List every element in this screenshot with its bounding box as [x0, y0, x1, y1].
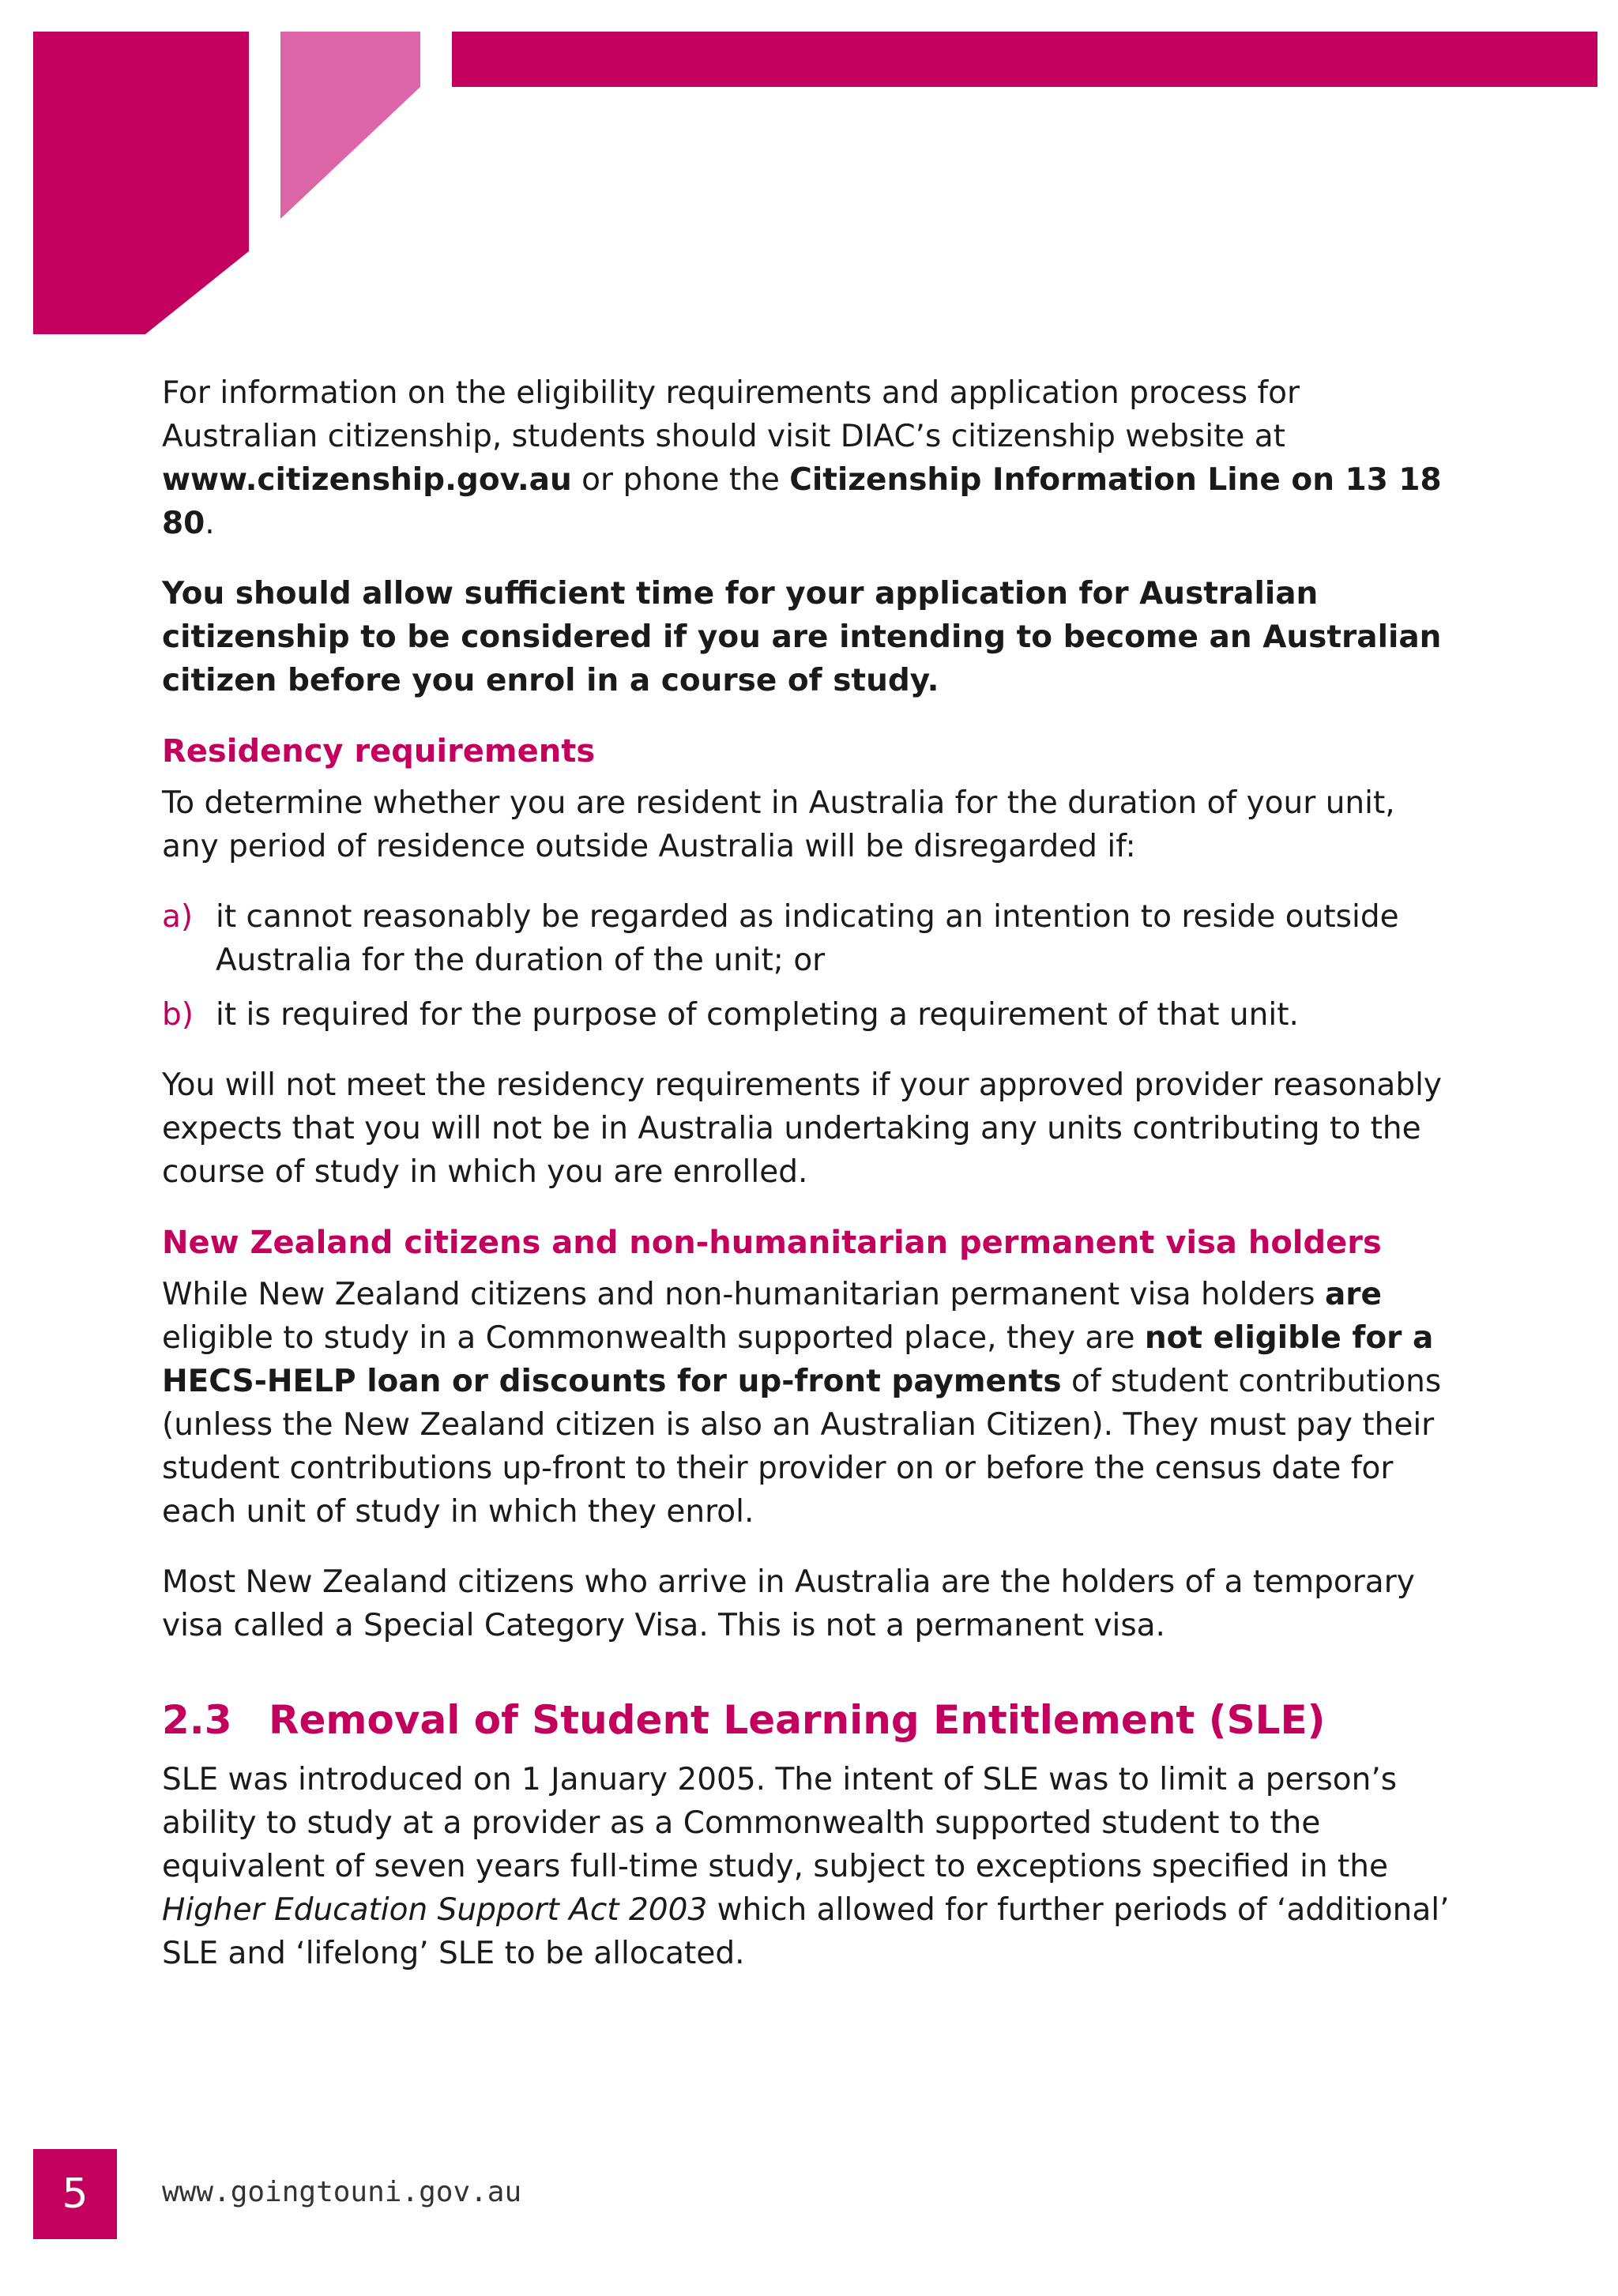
intro-text-b: or phone the [571, 462, 790, 498]
nz-heading: New Zealand citizens and non-humanitarian permanent visa holders [162, 1225, 1382, 1261]
residency-heading: Residency requirements [162, 733, 596, 770]
header-block-icon [33, 32, 249, 334]
section-heading [162, 1695, 1458, 1745]
list-item [162, 895, 1458, 982]
nz-text-b: eligible to study in a Commonwealth supported place, they are [162, 1320, 1145, 1356]
citizenship-info-line: Citizenship Information Line on 13 18 80 [162, 462, 1442, 541]
header-decoration [0, 0, 1618, 348]
act-title-italic: Higher Education Support Act 2003 [162, 1892, 708, 1928]
nz-are-bold: are [1324, 1277, 1382, 1312]
citizenship-website-link[interactable]: www.citizenship.gov.au [162, 462, 572, 498]
nz-text-a: While New Zealand citizens and non-humanitarian permanent visa holders [162, 1277, 1325, 1312]
nz-paragraph-1 [162, 1273, 1458, 1534]
list-item-text: it is required for the purpose of completing a requirement of that unit. [216, 997, 1299, 1033]
nz-text-c: of student contributions (unless the New Zealand citizen is also an Australian Citizen). They must pay their student contributions up-front to their provider on or before the census date for each unit of study in which they enrol. [162, 1364, 1442, 1530]
list-item-text: it cannot reasonably be regarded as indicating an intention to reside outside Australia for the duration of the unit; or [216, 899, 1399, 978]
nz-paragraph-2: Most New Zealand citizens who arrive in Australia are the holders of a temporary visa called a Special Category Visa. This is not a permanent visa. [162, 1564, 1415, 1643]
header-bar-icon [452, 32, 1597, 87]
sle-paragraph [162, 1758, 1458, 1975]
section-title: Removal of Student Learning Entitlement (SLE) [269, 1697, 1326, 1743]
list-item [162, 993, 1458, 1037]
list-marker: a) [162, 899, 194, 935]
sle-text-b: which allowed for further periods of ‘additional’ SLE and ‘lifelong’ SLE to be allocated. [162, 1892, 1450, 1971]
intro-text-a: For information on the eligibility requirements and application process for Australian citizenship, students should visit DIAC’s citizenship website at [162, 375, 1300, 454]
residency-paragraph-1: To determine whether you are resident in Australia for the duration of your unit, any period of residence outside Australia will be disregarded if: [162, 785, 1395, 864]
page-number-badge: 5 [33, 2149, 117, 2239]
nz-not-eligible-bold: not eligible for a HECS-HELP loan or discounts for up-front payments [162, 1320, 1434, 1399]
residency-paragraph-2: You will not meet the residency requirements if your approved provider reasonably expects that you will not be in Australia undertaking any units contributing to the course of study in which you are enrolled. [162, 1067, 1442, 1190]
page-content [162, 371, 1458, 2002]
list-marker: b) [162, 997, 194, 1033]
intro-text-c: . [205, 506, 215, 541]
section-number: 2.3 [162, 1697, 232, 1743]
footer-url-link[interactable]: www.goingtouni.gov.au [162, 2176, 522, 2208]
residency-conditions-list [162, 895, 1458, 1037]
intro-paragraph [162, 371, 1458, 545]
allow-time-notice: You should allow sufficient time for your application for Australian citizenship to be considered if you are intending to become an Australian citizen before you enrol in a course of study. [162, 576, 1442, 698]
header-tab-icon [280, 32, 420, 219]
sle-text-a: SLE was introduced on 1 January 2005. The intent of SLE was to limit a person’s ability to study at a provider as a Commonwealth supported student to the equivalent of seven years full-time study, subject to exceptions specified in the [162, 1762, 1398, 1884]
